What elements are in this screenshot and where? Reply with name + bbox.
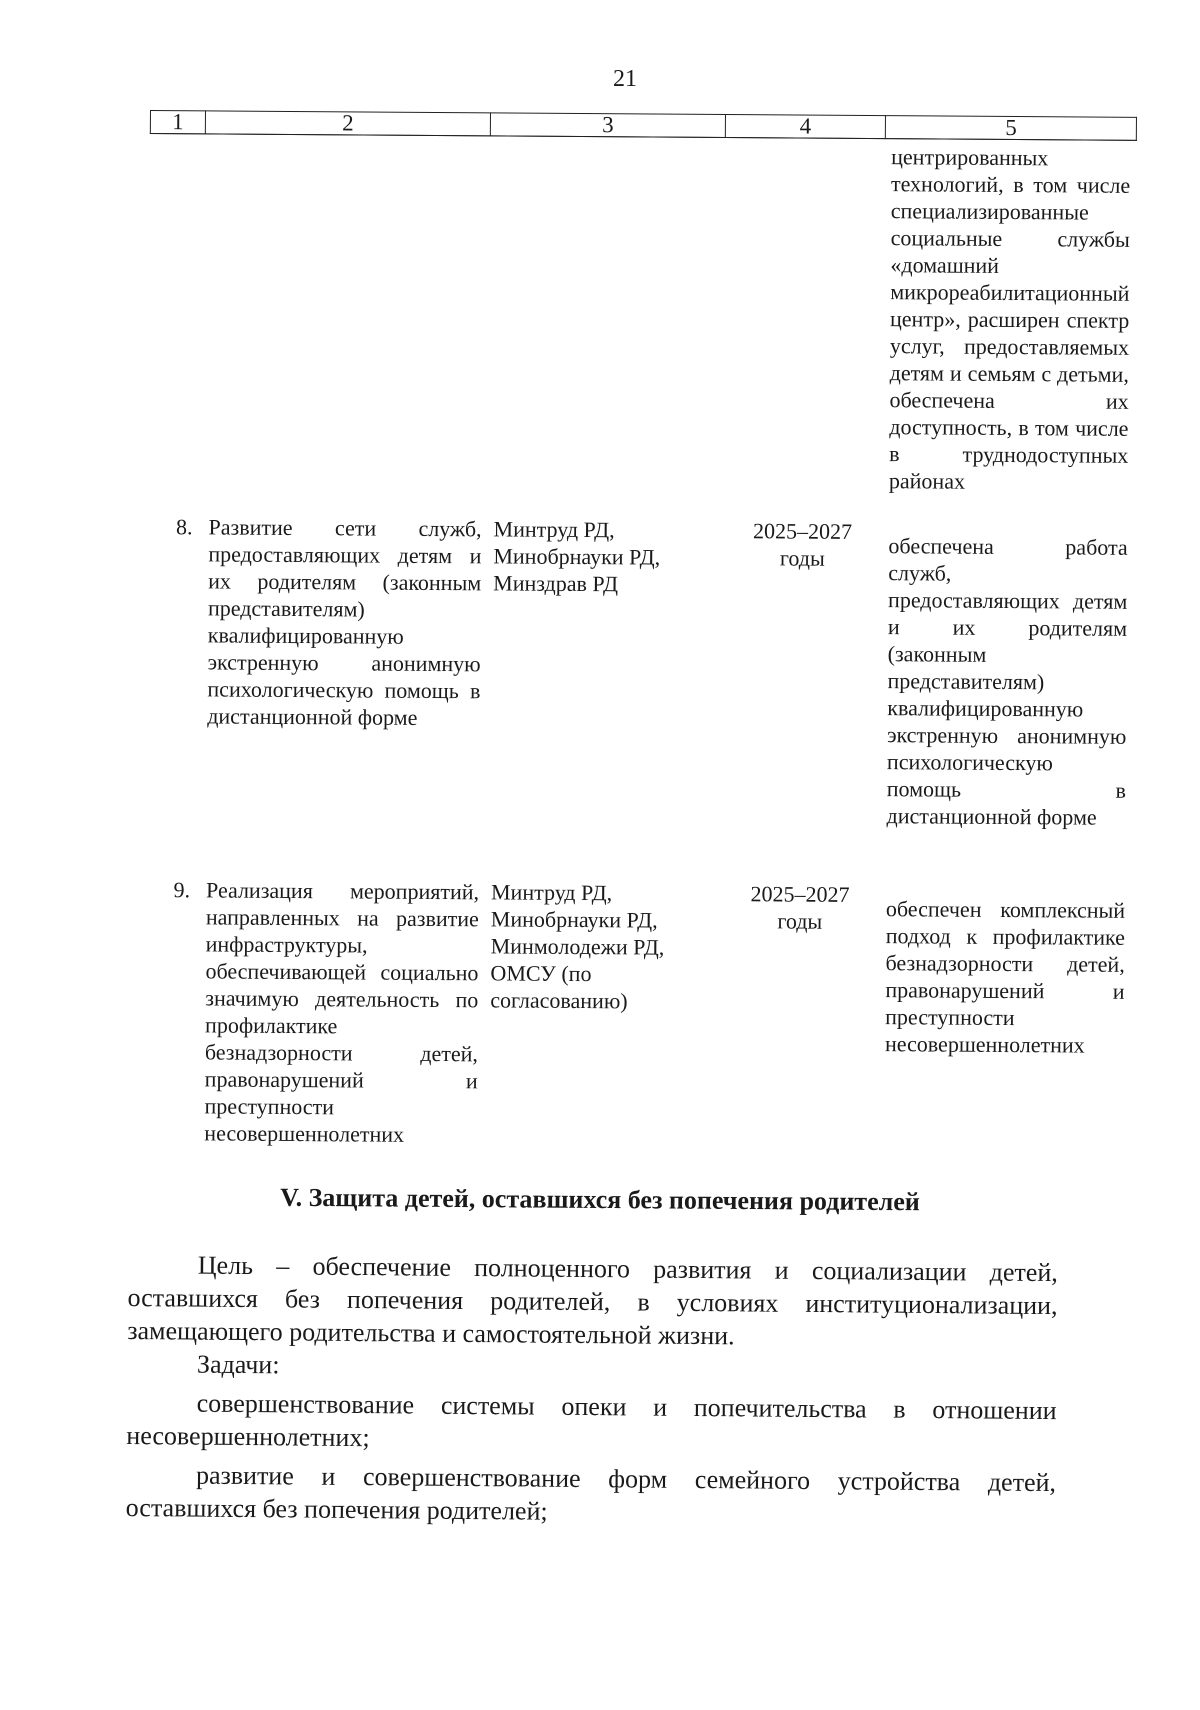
- task-item: развитие и совершенствование форм семейного устройства детей, оставшихся без попечения родителей;: [125, 1460, 1057, 1526]
- column-header-4: 4: [725, 115, 885, 139]
- activity-cell: Развитие сети служб, предоставляющих детям и их родителям (законным представителям) квалифицированную экстренную анонимную психологическую помощь в дистанционной форме: [207, 514, 482, 730]
- column-header-5: 5: [885, 116, 1136, 141]
- column-header-1: 1: [150, 111, 205, 134]
- activity-cell: Реализация мероприятий, направленных на развитие инфраструктуры, обеспечивающей социально значимую деятельность по профилактике безнадзорности детей, правонарушений и преступности несовершеннолетних: [204, 877, 480, 1147]
- executors-cell: Минтруд РД, Минобрнауки РД, Минздрав РД: [493, 516, 661, 597]
- measures-table: [143, 110, 1137, 1153]
- executors-cell: Минтруд РД, Минобрнауки РД, Минмолодежи РД, ОМСУ (по согласованию): [490, 879, 665, 1014]
- page-number: 21: [613, 66, 637, 92]
- tasks-label: Задачи:: [196, 1349, 280, 1380]
- continuation-result-cell: центрированных технологий, в том числе специализированные социальные службы «домашний микрореабилитационный центр», расширен спектр услуг, предоставляемых детям и семьям с детьми, обеспечена их доступность, в том числе в труднодоступных районах: [888, 144, 1131, 494]
- goal-paragraph: Цель – обеспечение полноценного развития и социализации детей, оставшихся без попечения родителей, в условиях институционализации, замещающего родительства и самостоятельной жизни.: [127, 1250, 1058, 1351]
- result-cell: обеспечена работа служб, предоставляющих детям и их родителям (законным представителям) квалифицированную экстренную анонимную психологическую помощь в дистанционной форме: [886, 533, 1128, 830]
- task-item: совершенствование системы опеки и попечительства в отношении несовершеннолетних;: [126, 1388, 1057, 1453]
- table-row: [143, 864, 1131, 1153]
- column-header-2: 2: [205, 111, 490, 136]
- section-body: [126, 1248, 1058, 1532]
- column-header-3: 3: [490, 113, 725, 138]
- section-title: V. Защита детей, оставшихся без попечения родителей: [280, 1182, 920, 1217]
- table-row: [145, 501, 1134, 871]
- period-cell: 2025–2027 годы: [750, 881, 850, 934]
- result-cell: обеспечен комплексный подход к профилактике безнадзорности детей, правонарушений и преступности несовершеннолетних: [884, 896, 1126, 1058]
- row-number-cell: 8.: [176, 514, 193, 540]
- period-cell: 2025–2027 годы: [752, 518, 853, 571]
- row-number-cell: 9.: [173, 877, 191, 903]
- table-row-continuation: [148, 134, 1137, 508]
